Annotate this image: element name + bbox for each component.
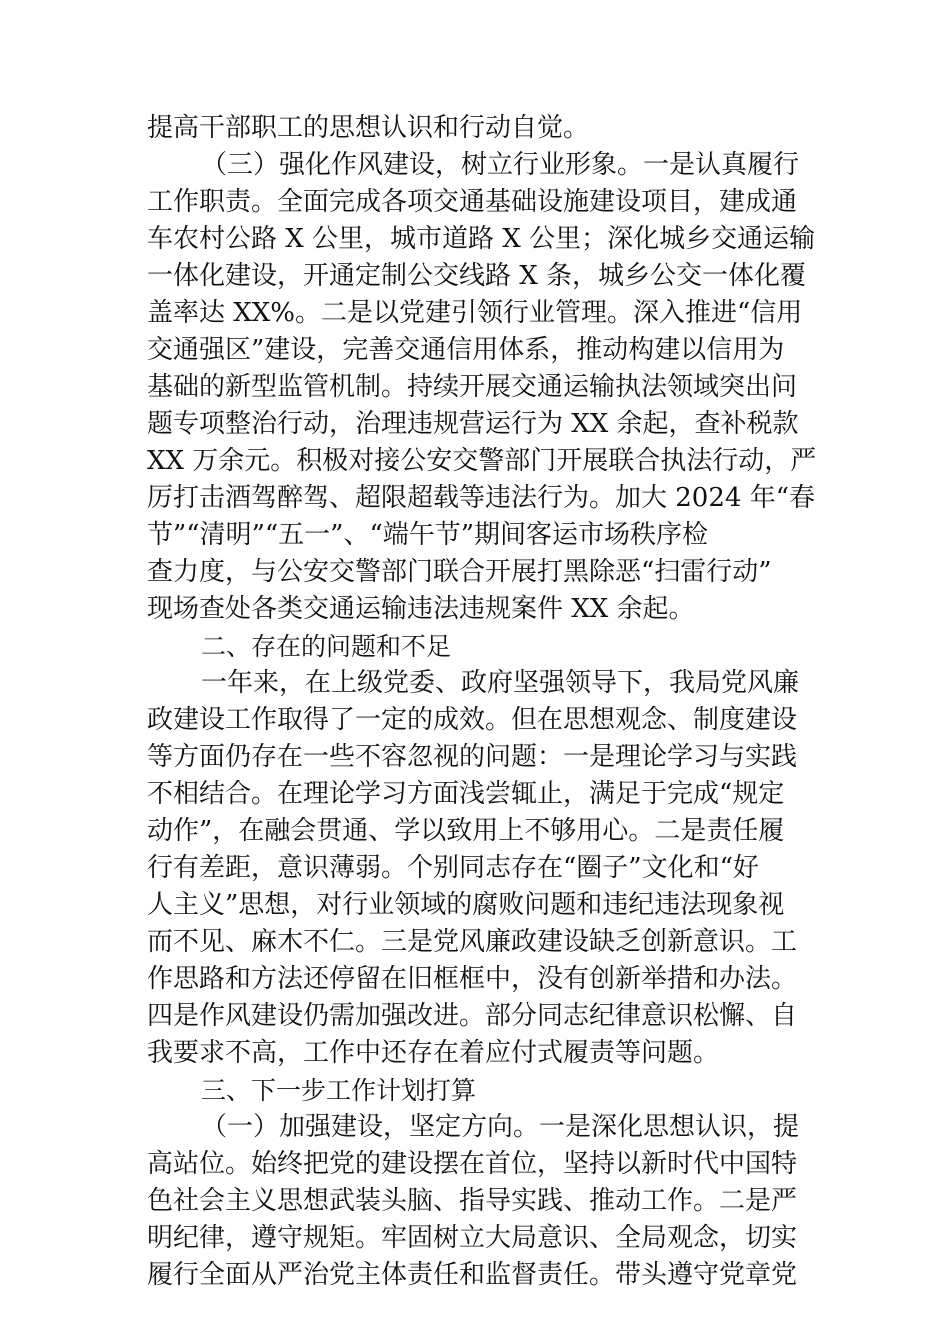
text-line: 高站位。始终把党的建设摆在首位，坚持以新时代中国特 [147,1149,798,1179]
section-heading: 二、存在的问题和不足 [201,632,452,661]
text-line: 作思路和方法还停留在旧框框中，没有创新举措和办法。 [147,964,798,994]
text-line: 四是作风建设仍需加强改进。部分同志纪律意识松懈、自 [147,1001,798,1031]
text-line: 一体化建设，开通定制公交线路 X 条，城乡公交一体化覆 [147,261,807,291]
text-line: 节”“清明”“五一”、“端午节”期间客运市场秩序检 [147,520,709,550]
text-line: 厉打击酒驾醉驾、超限超载等违法行为。加大 2024 年“春 [147,483,815,513]
text-line: 色社会主义思想武装头脑、指导实践、推动工作。二是严 [147,1186,798,1216]
text-line: 政建设工作取得了一定的成效。但在思想观念、制度建设 [147,705,798,735]
text-line: 履行全面从严治党主体责任和监督责任。带头遵守党章党 [147,1260,798,1290]
text-line: 工作职责。全面完成各项交通基础设施建设项目，建成通 [147,187,798,217]
text-line: （三）强化作风建设，树立行业形象。一是认真履行 [201,150,800,180]
text-line: 交通强区”建设，完善交通信用体系，推动构建以信用为 [147,335,785,365]
text-line: 提高干部职工的思想认识和行动自觉。 [147,113,590,143]
text-line: 而不见、麻木不仁。三是党风廉政建设缺乏创新意识。工 [147,927,798,957]
text-line: 基础的新型监管机制。持续开展交通运输执法领域突出问 [147,372,798,402]
text-line: 我要求不高，工作中还存在着应付式履责等问题。 [147,1038,720,1068]
text-line: 行有差距，意识薄弱。个别同志存在“圈子”文化和“好 [147,853,759,883]
text-line: XX 万余元。积极对接公安交警部门开展联合执法行动，严 [147,446,817,476]
text-line: 明纪律，遵守规矩。牢固树立大局意识、全局观念，切实 [147,1223,798,1253]
text-line: 车农村公路 X 公里，城市道路 X 公里；深化城乡交通运输 [147,224,816,254]
text-line: 盖率达 XX%。二是以党建引领行业管理。深入推进“信用 [147,298,803,328]
section-heading: 三、下一步工作计划打算 [201,1076,477,1105]
text-line: 人主义”思想，对行业领域的腐败问题和违纪违法现象视 [147,890,785,920]
text-line: 等方面仍存在一些不容忽视的问题：一是理论学习与实践 [147,742,798,772]
text-line: （一）加强建设，坚定方向。一是深化思想认识，提 [201,1112,800,1142]
text-line: 不相结合。在理论学习方面浅尝辄止，满足于完成“规定 [147,779,785,809]
text-line: 一年来，在上级党委、政府坚强领导下，我局党风廉 [201,668,800,698]
document-body [147,110,817,1294]
text-line: 动作”，在融会贯通、学以致用上不够用心。二是责任履 [147,816,785,846]
text-line: 现场查处各类交通运输违法违规案件 XX 余起。 [147,594,695,624]
text-line: 题专项整治行动，治理违规营运行为 XX 余起，查补税款 [147,409,799,439]
text-line: 查力度，与公安交警部门联合开展打黑除恶“扫雷行动” [147,557,772,587]
